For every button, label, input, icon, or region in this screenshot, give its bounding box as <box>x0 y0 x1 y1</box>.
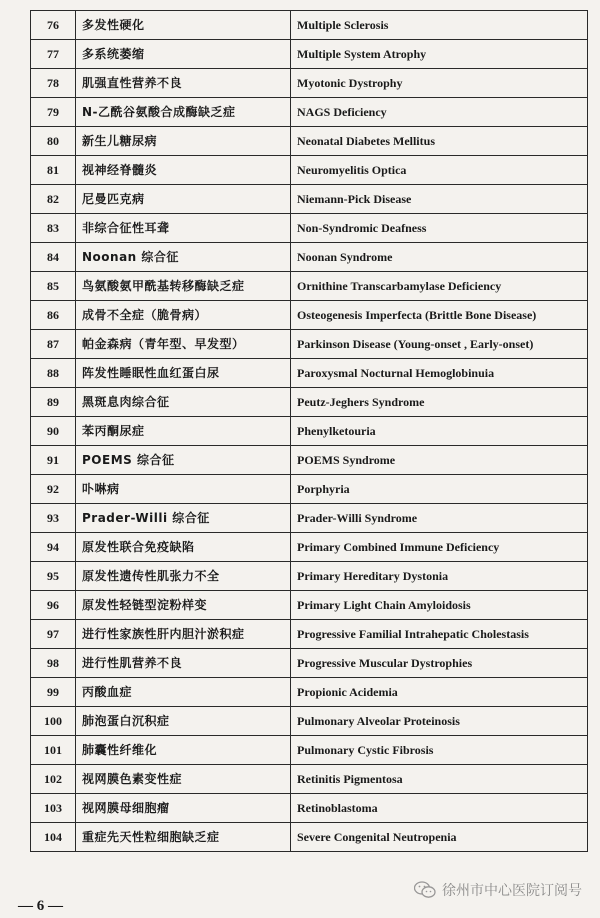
row-number: 97 <box>31 620 76 649</box>
rare-disease-table <box>30 10 588 852</box>
table-row <box>31 214 588 243</box>
watermark <box>414 880 582 900</box>
row-number: 85 <box>31 272 76 301</box>
chinese-disease-name: 帕金森病（青年型、早发型） <box>76 330 291 359</box>
chinese-disease-name: 苯丙酮尿症 <box>76 417 291 446</box>
english-disease-name: Peutz-Jeghers Syndrome <box>291 388 588 417</box>
chinese-disease-name: 非综合征性耳聋 <box>76 214 291 243</box>
row-number: 103 <box>31 794 76 823</box>
table-row <box>31 272 588 301</box>
chinese-disease-name: 视网膜色素变性症 <box>76 765 291 794</box>
row-number: 90 <box>31 417 76 446</box>
row-number: 88 <box>31 359 76 388</box>
row-number: 76 <box>31 11 76 40</box>
chinese-disease-name: 肺囊性纤维化 <box>76 736 291 765</box>
row-number: 92 <box>31 475 76 504</box>
row-number: 79 <box>31 98 76 127</box>
table-row <box>31 243 588 272</box>
english-disease-name: Parkinson Disease (Young-onset , Early-onset) <box>291 330 588 359</box>
table-row <box>31 446 588 475</box>
english-disease-name: Pulmonary Alveolar Proteinosis <box>291 707 588 736</box>
chinese-disease-name: 视神经脊髓炎 <box>76 156 291 185</box>
english-disease-name: Paroxysmal Nocturnal Hemoglobinuia <box>291 359 588 388</box>
chinese-disease-name: 原发性联合免疫缺陷 <box>76 533 291 562</box>
table-row <box>31 736 588 765</box>
english-disease-name: Pulmonary Cystic Fibrosis <box>291 736 588 765</box>
chinese-disease-name: 进行性肌营养不良 <box>76 649 291 678</box>
row-number: 77 <box>31 40 76 69</box>
chinese-disease-name: 多发性硬化 <box>76 11 291 40</box>
english-disease-name: Ornithine Transcarbamylase Deficiency <box>291 272 588 301</box>
english-disease-name: Primary Hereditary Dystonia <box>291 562 588 591</box>
english-disease-name: Noonan Syndrome <box>291 243 588 272</box>
table-row <box>31 417 588 446</box>
chinese-disease-name: 视网膜母细胞瘤 <box>76 794 291 823</box>
table-row <box>31 127 588 156</box>
table-row <box>31 504 588 533</box>
table-row <box>31 98 588 127</box>
watermark-text: 徐州市中心医院订阅号 <box>442 883 582 899</box>
chinese-disease-name: Prader-Willi 综合征 <box>76 504 291 533</box>
table-row <box>31 707 588 736</box>
table-row <box>31 11 588 40</box>
chinese-disease-name: N-乙酰谷氨酸合成酶缺乏症 <box>76 98 291 127</box>
table-row <box>31 765 588 794</box>
table-row <box>31 185 588 214</box>
table-row <box>31 678 588 707</box>
table-row <box>31 359 588 388</box>
row-number: 100 <box>31 707 76 736</box>
row-number: 82 <box>31 185 76 214</box>
english-disease-name: Porphyria <box>291 475 588 504</box>
row-number: 84 <box>31 243 76 272</box>
english-disease-name: Myotonic Dystrophy <box>291 69 588 98</box>
chinese-disease-name: 尼曼匹克病 <box>76 185 291 214</box>
table-row <box>31 301 588 330</box>
chinese-disease-name: 肌强直性营养不良 <box>76 69 291 98</box>
row-number: 98 <box>31 649 76 678</box>
english-disease-name: Primary Combined Immune Deficiency <box>291 533 588 562</box>
chinese-disease-name: 卟啉病 <box>76 475 291 504</box>
english-disease-name: Multiple System Atrophy <box>291 40 588 69</box>
chinese-disease-name: 新生儿糖尿病 <box>76 127 291 156</box>
chinese-disease-name: Noonan 综合征 <box>76 243 291 272</box>
english-disease-name: Propionic Acidemia <box>291 678 588 707</box>
table-row <box>31 794 588 823</box>
english-disease-name: Phenylketouria <box>291 417 588 446</box>
row-number: 104 <box>31 823 76 852</box>
english-disease-name: Primary Light Chain Amyloidosis <box>291 591 588 620</box>
document-page <box>30 10 588 852</box>
table-row <box>31 620 588 649</box>
row-number: 99 <box>31 678 76 707</box>
row-number: 83 <box>31 214 76 243</box>
chinese-disease-name: 黑斑息肉综合征 <box>76 388 291 417</box>
chinese-disease-name: POEMS 综合征 <box>76 446 291 475</box>
english-disease-name: Multiple Sclerosis <box>291 11 588 40</box>
chinese-disease-name: 重症先天性粒细胞缺乏症 <box>76 823 291 852</box>
table-row <box>31 562 588 591</box>
row-number: 101 <box>31 736 76 765</box>
table-row <box>31 330 588 359</box>
row-number: 87 <box>31 330 76 359</box>
row-number: 80 <box>31 127 76 156</box>
english-disease-name: Prader-Willi Syndrome <box>291 504 588 533</box>
table-row <box>31 40 588 69</box>
table-row <box>31 823 588 852</box>
chinese-disease-name: 进行性家族性肝内胆汁淤积症 <box>76 620 291 649</box>
english-disease-name: Retinitis Pigmentosa <box>291 765 588 794</box>
english-disease-name: Non-Syndromic Deafness <box>291 214 588 243</box>
english-disease-name: Progressive Muscular Dystrophies <box>291 649 588 678</box>
chinese-disease-name: 原发性轻链型淀粉样变 <box>76 591 291 620</box>
page-number: — 6 — <box>18 898 63 914</box>
row-number: 96 <box>31 591 76 620</box>
table-body <box>31 11 588 852</box>
chinese-disease-name: 肺泡蛋白沉积症 <box>76 707 291 736</box>
wechat-icon <box>414 881 436 899</box>
row-number: 95 <box>31 562 76 591</box>
table-row <box>31 649 588 678</box>
chinese-disease-name: 原发性遗传性肌张力不全 <box>76 562 291 591</box>
english-disease-name: Progressive Familial Intrahepatic Cholestasis <box>291 620 588 649</box>
english-disease-name: Neuromyelitis Optica <box>291 156 588 185</box>
english-disease-name: Retinoblastoma <box>291 794 588 823</box>
row-number: 102 <box>31 765 76 794</box>
table-row <box>31 69 588 98</box>
table-row <box>31 475 588 504</box>
row-number: 86 <box>31 301 76 330</box>
english-disease-name: Severe Congenital Neutropenia <box>291 823 588 852</box>
row-number: 94 <box>31 533 76 562</box>
chinese-disease-name: 多系统萎缩 <box>76 40 291 69</box>
table-row <box>31 533 588 562</box>
row-number: 78 <box>31 69 76 98</box>
row-number: 93 <box>31 504 76 533</box>
row-number: 89 <box>31 388 76 417</box>
chinese-disease-name: 阵发性睡眠性血红蛋白尿 <box>76 359 291 388</box>
table-row <box>31 156 588 185</box>
table-row <box>31 388 588 417</box>
chinese-disease-name: 鸟氨酸氨甲酰基转移酶缺乏症 <box>76 272 291 301</box>
row-number: 81 <box>31 156 76 185</box>
row-number: 91 <box>31 446 76 475</box>
table-row <box>31 591 588 620</box>
english-disease-name: Niemann-Pick Disease <box>291 185 588 214</box>
chinese-disease-name: 丙酸血症 <box>76 678 291 707</box>
chinese-disease-name: 成骨不全症（脆骨病） <box>76 301 291 330</box>
english-disease-name: NAGS Deficiency <box>291 98 588 127</box>
english-disease-name: Osteogenesis Imperfecta (Brittle Bone Disease) <box>291 301 588 330</box>
english-disease-name: Neonatal Diabetes Mellitus <box>291 127 588 156</box>
english-disease-name: POEMS Syndrome <box>291 446 588 475</box>
